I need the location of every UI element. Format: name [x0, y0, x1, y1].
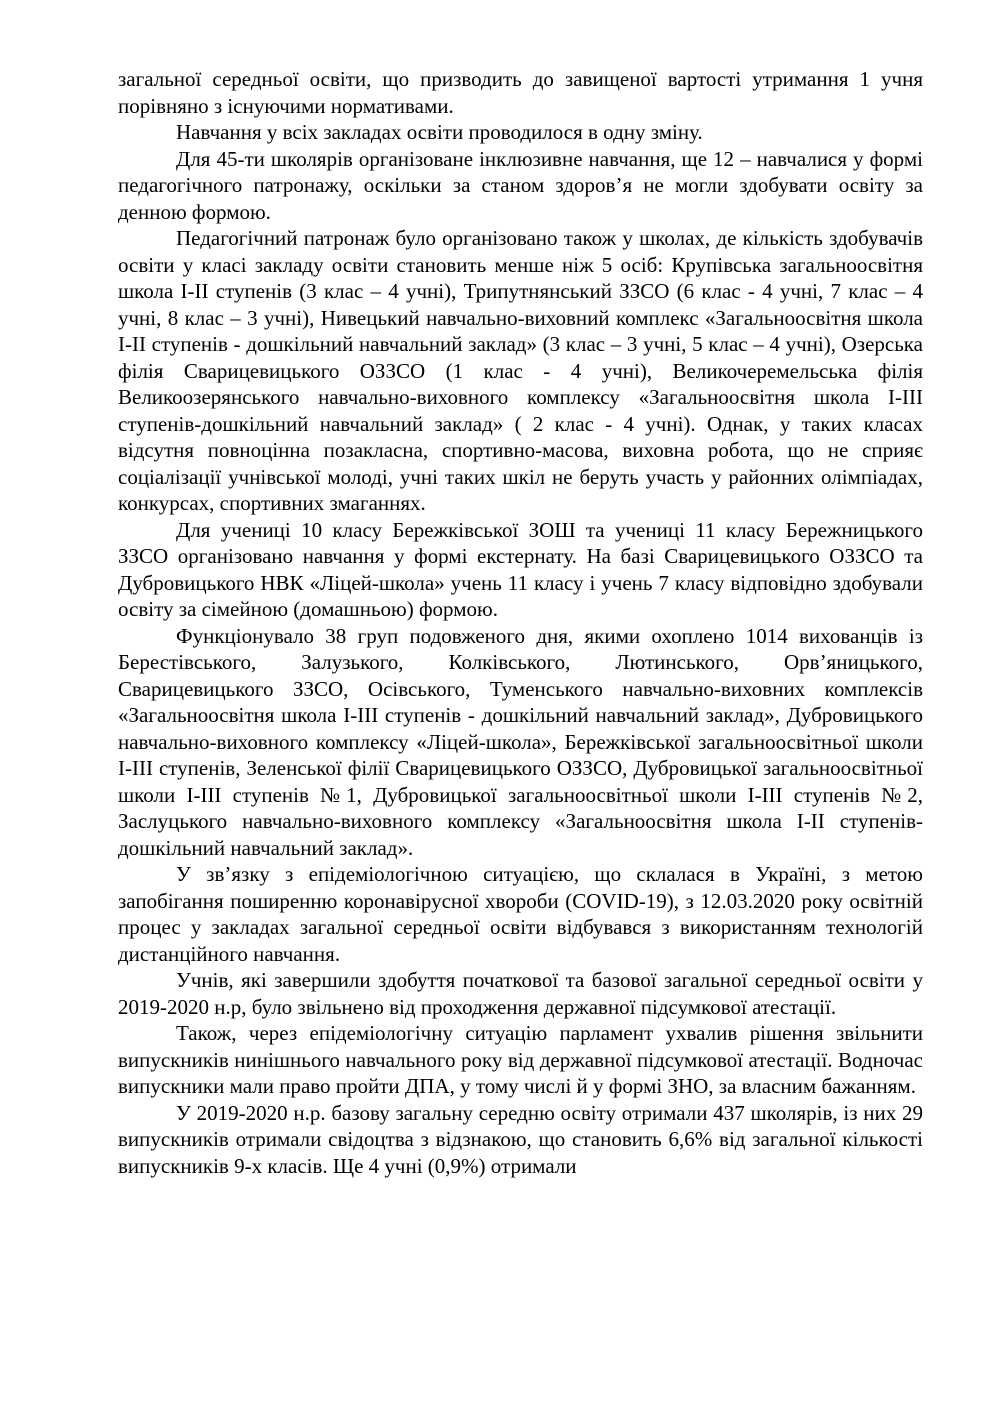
- paragraph-graduates-statistics: У 2019-2020 н.р. базову загальну середню освіту отримали 437 школярів, із них 29 випускників отримали свідоцтва з відзнакою, що становить 6,6% від загальної кількості випускників 9-х класів. Ще 4 учні (0,9%) отримали: [118, 1100, 923, 1178]
- paragraph-distance-learning: У зв’язку з епідеміологічною ситуацією, що склалася в Україні, з метою запобігання поширенню коронавірусної хвороби (COVID-19), з 12.03.2020 року освітній процес у закладах загальної середньої освіти відбувався з використанням технологій дистанційного навчання.: [118, 862, 923, 966]
- paragraph-external-study: Для учениці 10 класу Бережківської ЗОШ та учениці 11 класу Бережницького ЗЗСО організовано навчання у формі екстернату. На базі Сварицевицького ОЗЗСО та Дубровицького НВК «Ліцей-школа» учень 11 класу і учень 7 класу відповідно здобували освіту за сімейною (домашньою) формою.: [118, 517, 923, 621]
- paragraph-continuation: загальної середньої освіти, що призводить до завищеної вартості утримання 1 учня порівняно з існуючими нормативами.: [118, 67, 923, 118]
- paragraph-inclusive-education: Для 45-ти школярів організоване інклюзивне навчання, ще 12 – навчалися у формі педагогічного патронажу, оскільки за станом здоров’я не могли здобувати освіту за денною формою.: [118, 146, 923, 224]
- paragraph-pedagogical-patronage: Педагогічний патронаж було організовано також у школах, де кількість здобувачів освіти у класі закладу освіти становить менше ніж 5 осіб: Крупівська загальноосвітня школа І-ІІ ступенів (3 клас – 4 учні), Трипутнянський ЗЗСО (6 клас - 4 учні, 7 клас – 4 учні, 8 клас – 3 учні), Нивецький навчально-виховний комплекс «Загальноосвітня школа І-ІІ ступенів - дошкільний навчальний заклад» (3 клас – 3 учні, 5 клас – 4 учні), Озерська філія Сварицевицького ОЗЗСО (1 клас - 4 учні), Великочеремельська філія Великоозерянського навчально-виховного комплексу «Загальноосвітня школа І-ІІІ ступенів-дошкільний навчальний заклад» ( 2 клас - 4 учні). Однак, у таких класах відсутня повноцінна позакласна, спортивно-масова, виховна робота, що не сприяє соціалізації учнівської молоді, учні таких шкіл не беруть участь у районних олімпіадах, конкурсах, спортивних змаганнях.: [118, 226, 923, 515]
- document-page: [118, 66, 923, 1179]
- paragraph-single-shift: Навчання у всіх закладах освіти проводилося в одну зміну.: [176, 120, 703, 144]
- paragraph-attestation-exemption: Учнів, які завершили здобуття початкової та базової загальної середньої освіти у 2019-2020 н.р, було звільнено від проходження державної підсумкової атестації.: [118, 968, 923, 1019]
- paragraph-extended-day-groups: Функціонувало 38 груп подовженого дня, якими охоплено 1014 вихованців із Берестівського, Залузького, Колківського, Лютинського, Орв’яницького, Сварицевицького ЗЗСО, Осівського, Туменського навчально-виховних комплексів «Загальноосвітня школа І-ІІІ ступенів - дошкільний навчальний заклад», Дубровицького навчально-виховного комплексу «Ліцей-школа», Бережківської загальноосвітньої школи І-ІІІ ступенів, Зеленської філії Сварицевицького ОЗЗСО, Дубровицької загальноосвітньої школи І-ІІІ ступенів №1, Дубровицької загальноосвітньої школи І-ІІІ ступенів №2, Заслуцького навчально-виховного комплексу «Загальноосвітня школа І-ІІ ступенів-дошкільний навчальний заклад».: [118, 623, 923, 860]
- paragraph-parliament-decision: Також, через епідеміологічну ситуацію парламент ухвалив рішення звільнити випускників нинішнього навчального року від державної підсумкової атестації. Водночас випускники мали право пройти ДПА, у тому числі й у формі ЗНО, за власним бажанням.: [118, 1021, 923, 1098]
